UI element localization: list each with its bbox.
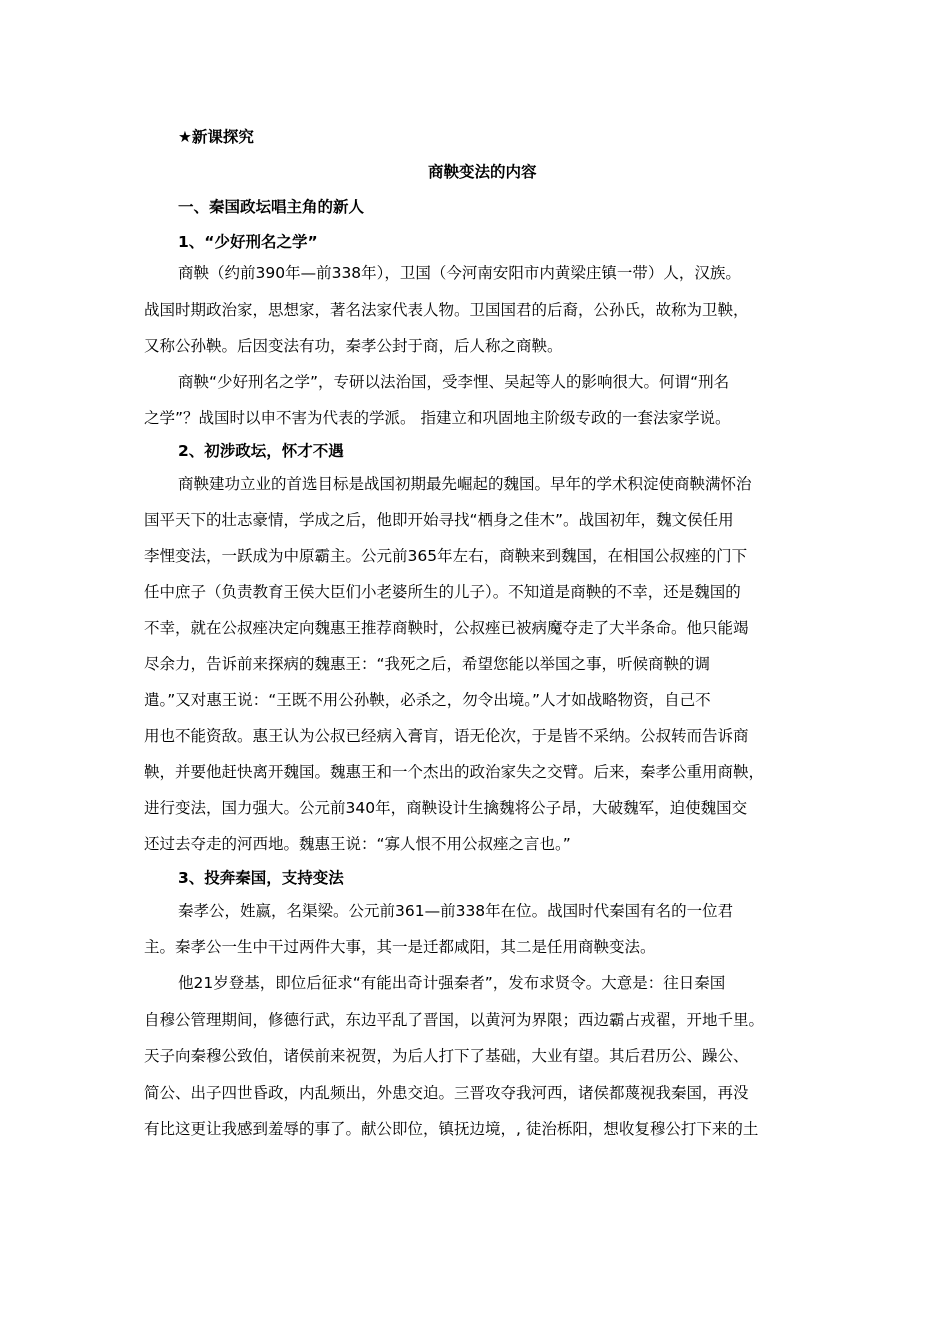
paragraph-line: 遣。”又对惠王说：“王既不用公孙鞅，必杀之，勿令出境。”人才如战略物资，自己不 <box>144 691 711 709</box>
paragraph-line: 商鞅“少好刑名之学”，专研以法治国，受李悝、吴起等人的影响很大。何谓“刑名 <box>178 373 730 391</box>
paragraph-line: 之学”？战国时以申不害为代表的学派。 指建立和巩固地主阶级专政的一套法家学说。 <box>144 409 731 427</box>
paragraph-line: 简公、出子四世昏政，内乱频出，外患交迫。三晋攻夺我河西，诸侯都蔑视我秦国，再没 <box>144 1084 749 1102</box>
paragraph-line: 商鞅建功立业的首选目标是战国初期最先崛起的魏国。早年的学术积淀使商鞅满怀治 <box>178 475 752 493</box>
paragraph-line: 李悝变法，一跃成为中原霸主。公元前365年左右，商鞅来到魏国，在相国公叔痤的门下 <box>144 547 748 565</box>
paragraph-line: 鞅，并要他赶快离开魏国。魏惠王和一个杰出的政治家失之交臂。后来，秦孝公重用商鞅， <box>144 763 765 781</box>
paragraph-line: 又称公孙鞅。后因变法有功，秦孝公封于商，后人称之商鞅。 <box>144 337 563 355</box>
heading-1: 一、秦国政坛唱主角的新人 <box>178 198 365 216</box>
paragraph-line: 尽余力，告诉前来探病的魏惠王：“我死之后，希望您能以举国之事，听候商鞅的调 <box>144 655 711 673</box>
paragraph-line: 秦孝公，姓嬴，名渠梁。公元前361—前338年在位。战国时代秦国有名的一位君 <box>178 902 734 920</box>
subheading-2: 2、初涉政坛，怀才不遇 <box>178 442 344 460</box>
paragraph-line: 任中庶子（负责教育王侯大臣们小老婆所生的儿子）。不知道是商鞅的不幸，还是魏国的 <box>144 583 741 601</box>
paragraph-line: 有比这更让我感到羞辱的事了。献公即位，镇抚边境，, 徒治栎阳，想收复穆公打下来的土 <box>144 1120 759 1138</box>
paragraph-line: 不幸，就在公叔痤决定向魏惠王推荐商鞅时，公叔痤已被病魔夺走了大半条命。他只能竭 <box>144 619 749 637</box>
paragraph-line: 他21岁登基，即位后征求“有能出奇计强秦者”，发布求贤令。大意是：往日秦国 <box>178 974 726 992</box>
paragraph-line: 主。秦孝公一生中干过两件大事，其一是迁都咸阳，其二是任用商鞅变法。 <box>144 938 656 956</box>
paragraph-line: 国平天下的壮志豪情，学成之后，他即开始寻找“栖身之佳木”。战国初年，魏文侯任用 <box>144 511 734 529</box>
section-label: ★新课探究 <box>178 128 254 146</box>
paragraph-line: 战国时期政治家，思想家，著名法家代表人物。卫国国君的后裔，公孙氏，故称为卫鞅， <box>144 301 749 319</box>
subheading-1: 1、“少好刑名之学” <box>178 233 318 251</box>
paragraph-line: 自穆公管理期间，修德行武，东边平乱了晋国，以黄河为界限；西边霸占戎翟，开地千里。 <box>144 1011 765 1029</box>
paragraph-line: 商鞅（约前390年—前338年），卫国（今河南安阳市内黄梁庄镇一带）人，汉族。 <box>178 264 741 282</box>
paragraph-line: 进行变法，国力强大。公元前340年，商鞅设计生擒魏将公子昂，大破魏军，迫使魏国交 <box>144 799 748 817</box>
subheading-3: 3、投奔秦国，支持变法 <box>178 869 344 887</box>
paragraph-line: 用也不能资敌。惠王认为公叔已经病入膏肓，语无伦次，于是皆不采纳。公叔转而告诉商 <box>144 727 749 745</box>
paragraph-line: 还过去夺走的河西地。魏惠王说：“寡人恨不用公叔痤之言也。” <box>144 835 571 853</box>
paragraph-line: 天子向秦穆公致伯，诸侯前来祝贺，为后人打下了基础，大业有望。其后君历公、躁公、 <box>144 1047 749 1065</box>
document-title: 商鞅变法的内容 <box>428 163 537 181</box>
